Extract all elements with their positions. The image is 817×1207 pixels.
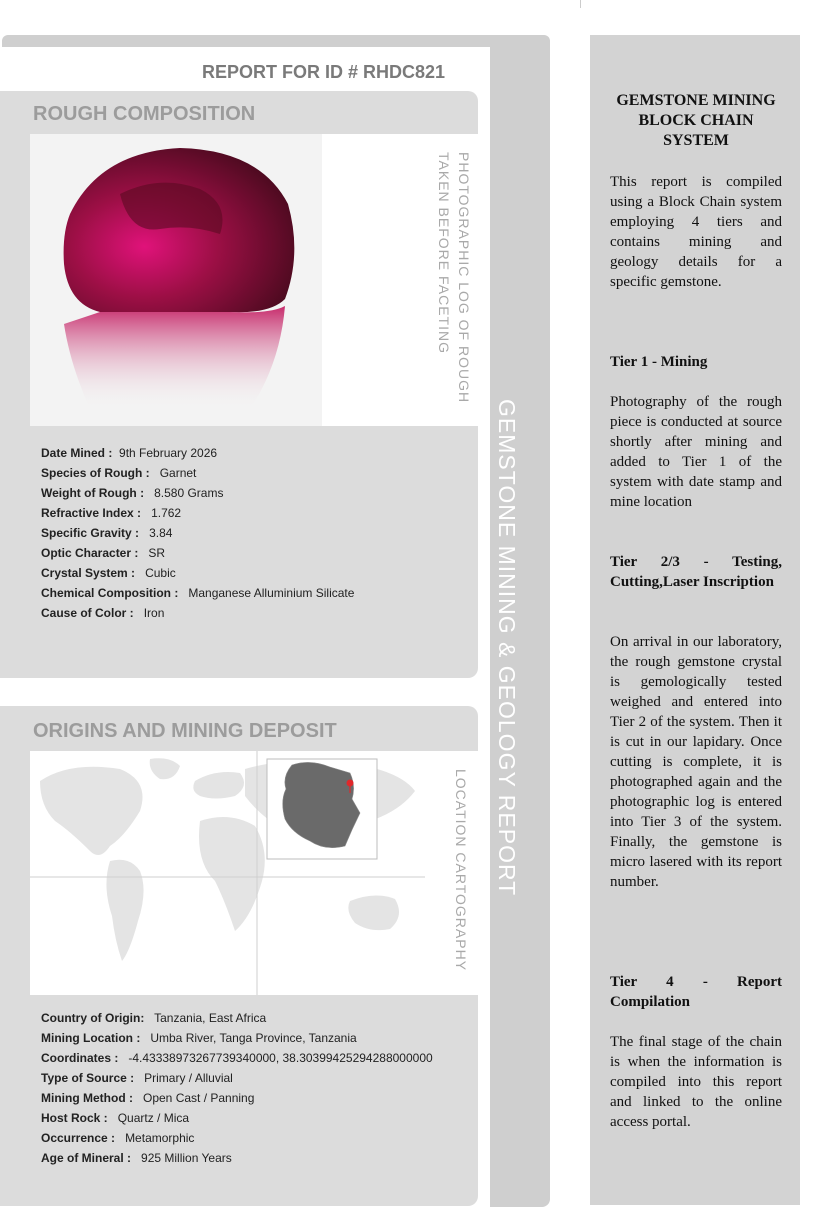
rough-photo-label-line1: PHOTOGRAPHIC LOG OF ROUGH: [456, 152, 472, 404]
rough-composition-panel: [0, 91, 478, 678]
rough-field-chemical-composition: Chemical Composition : Manganese Alluminium Silicate: [41, 586, 355, 600]
rough-field-optic-character: Optic Character : SR: [41, 546, 166, 560]
tier4-body: The final stage of the chain is when the information is compiled into this report and linked to the online access portal.: [610, 1034, 782, 1130]
garnet-rough-image: [30, 134, 322, 426]
origins-field-coordinates: Coordinates : -4.43338973267739340000, 38.30399425294288000000: [41, 1051, 433, 1065]
top-frame-bar: [2, 35, 550, 47]
rough-field-date-mined: Date Mined : 9th February 2026: [41, 446, 218, 460]
rough-field-cause-of-color: Cause of Color : Iron: [41, 606, 165, 620]
origins-field-age-of-mineral: Age of Mineral : 925 Million Years: [41, 1151, 232, 1165]
location-cartography-label: LOCATION CARTOGRAPHY: [453, 769, 469, 972]
origins-field-country: Country of Origin: Tanzania, East Africa: [41, 1011, 267, 1025]
origins-field-type-of-source: Type of Source : Primary / Alluvial: [41, 1071, 233, 1085]
tier1-body: Photography of the rough piece is conducted at source shortly after mining and added to Tier 1 of the system with date stamp and mine location: [610, 394, 782, 510]
tier4-title: Tier 4 - Report Compilation: [610, 974, 782, 1010]
origins-title: ORIGINS AND MINING DEPOSIT: [33, 720, 337, 742]
world-map: [30, 751, 425, 995]
tier1-title: Tier 1 - Mining: [610, 354, 708, 370]
spine-label: GEMSTONE MINING & GEOLOGY REPORT: [494, 399, 520, 897]
rough-photo-label-line2: TAKEN BEFORE FACETING: [436, 152, 452, 354]
side-label-area: [322, 134, 478, 426]
origins-field-mining-location: Mining Location : Umba River, Tanga Province, Tanzania: [41, 1031, 357, 1045]
rough-field-crystal-system: Crystal System : Cubic: [41, 566, 176, 580]
cartography-label-area: [425, 751, 478, 995]
origins-panel: [0, 706, 478, 1206]
origins-field-host-rock: Host Rock : Quartz / Mica: [41, 1111, 190, 1125]
report-spine: [490, 35, 550, 1207]
rough-field-species: Species of Rough : Garnet: [41, 466, 197, 480]
rough-composition-title: ROUGH COMPOSITION: [33, 103, 256, 125]
tier23-body: On arrival in our laboratory, the rough gemstone crystal is gemologically tested weighed and entered into Tier 2 of the system. Then it is cut in our lapidary. Once cutting is complete, it is photographed again and the photographic log is entered into Tier 3 of the system. Finally, the gemstone is micro lasered with its report number.: [610, 634, 782, 890]
origins-field-occurrence: Occurrence : Metamorphic: [41, 1131, 195, 1145]
report-id-title: REPORT FOR ID # RHDC821: [201, 62, 445, 82]
rough-gem-photo: [30, 134, 322, 426]
sidebar-intro: This report is compiled using a Block Chain system employing 4 tiers and contains mining and geology details for a specific gemstone.: [610, 174, 782, 290]
origins-field-mining-method: Mining Method : Open Cast / Panning: [41, 1091, 255, 1105]
sidebar-heading: GEMSTONE MINING BLOCK CHAIN SYSTEM: [616, 92, 776, 149]
world-map-graphic: [30, 751, 425, 995]
rough-field-refractive-index: Refractive Index : 1.762: [41, 506, 182, 520]
rough-field-specific-gravity: Specific Gravity : 3.84: [41, 526, 173, 540]
top-tick-mark: [580, 0, 581, 8]
tier23-title: Tier 2/3 - Testing, Cutting,Laser Inscription: [610, 554, 782, 590]
rough-field-weight: Weight of Rough : 8.580 Grams: [41, 486, 224, 500]
blockchain-sidebar: [590, 35, 800, 1205]
